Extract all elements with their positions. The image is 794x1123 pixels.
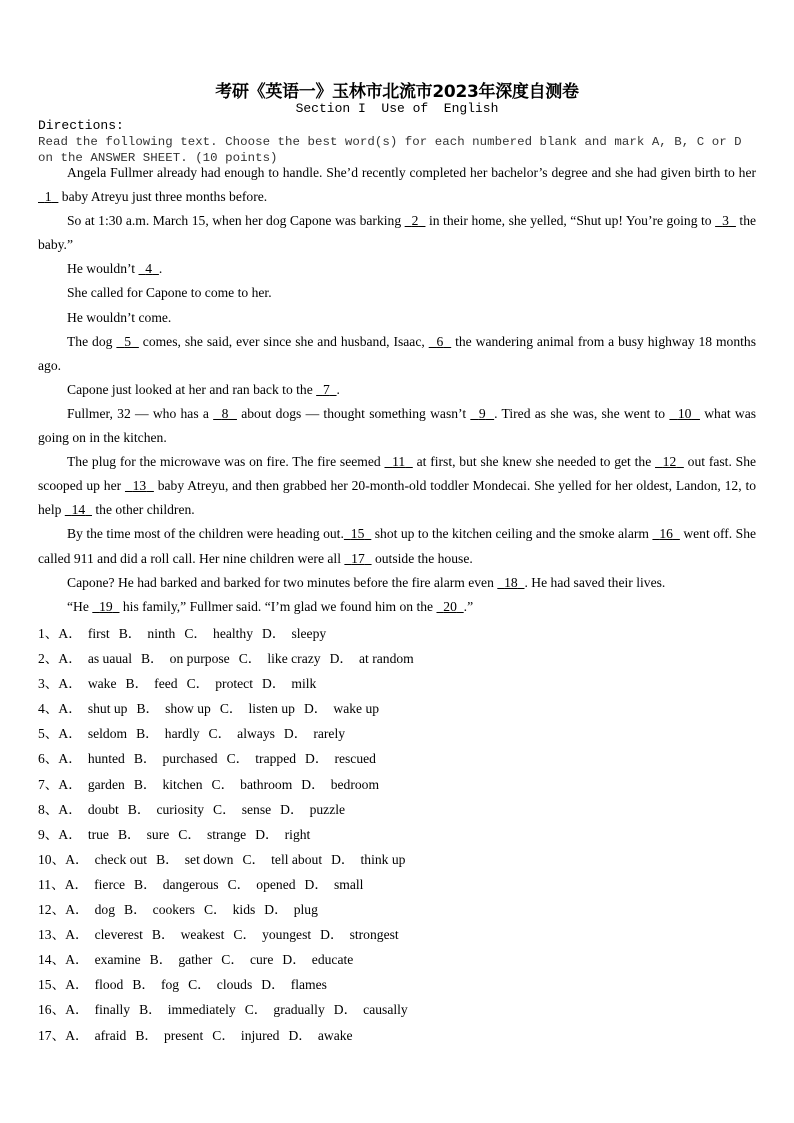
question-number: 6、 — [38, 751, 59, 767]
option-text: injured — [240, 1027, 280, 1043]
passage-paragraph — [38, 330, 756, 378]
blank-number: 3 — [722, 213, 729, 229]
passage-text: Capone? He had barked and barked for two minutes before the fire alarm even — [67, 574, 498, 590]
blank-19 — [92, 599, 119, 614]
option-text: flood — [94, 977, 124, 993]
option-letter: A． — [58, 801, 82, 817]
passage-text: . He had saved their lives. — [524, 574, 666, 590]
option-letter: C． — [226, 751, 250, 767]
blank-20 — [436, 599, 463, 614]
passage-text: the wandering animal from a busy highway 18 months ago. — [38, 333, 757, 373]
option-text: purchased — [162, 751, 218, 767]
option-text: set down — [184, 851, 234, 867]
option-text: puzzle — [309, 801, 346, 817]
option-text: hardly — [164, 726, 200, 742]
option-text: dangerous — [162, 876, 219, 892]
blank-16 — [652, 526, 679, 541]
option-letter: D． — [329, 651, 353, 667]
option-letter: D． — [305, 751, 329, 767]
option-letter: A． — [58, 726, 82, 742]
blank-number: 12 — [662, 454, 677, 470]
passage-paragraph — [38, 595, 756, 619]
passage-text: out fast. She scooped up her — [38, 454, 757, 494]
option-letter: C． — [244, 1002, 268, 1018]
option-letter: B． — [151, 927, 175, 943]
question-12 — [38, 897, 423, 922]
blank-5 — [116, 334, 138, 349]
option-text: shut up — [87, 701, 128, 717]
option-text: check out — [94, 851, 148, 867]
blank-number: 16 — [659, 526, 673, 542]
blank-number: 19 — [99, 598, 113, 614]
question-number: 10、 — [38, 851, 66, 867]
option-text: bathroom — [240, 776, 293, 792]
option-letter: C． — [213, 801, 236, 817]
option-letter: D． — [303, 701, 328, 717]
passage-text: “He — [67, 598, 93, 614]
option-text: educate — [311, 952, 354, 968]
option-text: sure — [146, 826, 170, 842]
option-letter: B． — [156, 851, 179, 867]
question-15 — [38, 972, 423, 997]
option-letter: C． — [238, 651, 262, 667]
passage-paragraph — [38, 378, 756, 402]
option-text: rarely — [313, 726, 346, 742]
option-letter: B． — [132, 977, 155, 993]
option-letter: C． — [221, 952, 244, 968]
option-letter: D． — [288, 1027, 312, 1043]
question-3 — [38, 671, 423, 696]
option-text: opened — [256, 876, 296, 892]
option-letter: C． — [178, 826, 201, 842]
option-text: bedroom — [330, 776, 380, 792]
question-13 — [38, 922, 423, 947]
passage-text: went off. She called 911 and did a roll call. Her nine children were all — [38, 526, 757, 566]
question-number: 2、 — [38, 651, 59, 667]
option-letter: A． — [58, 826, 82, 842]
option-letter: D． — [255, 826, 279, 842]
question-number: 9、 — [38, 826, 59, 842]
passage-text: The dog — [67, 333, 117, 349]
option-letter: B． — [133, 776, 157, 792]
directions — [38, 118, 758, 166]
option-letter: D． — [333, 1002, 358, 1018]
option-text: youngest — [262, 927, 312, 943]
option-text: present — [163, 1027, 204, 1043]
option-text: cookers — [152, 902, 195, 918]
question-number: 3、 — [38, 676, 59, 692]
question-number: 5、 — [38, 726, 59, 742]
passage-paragraph — [38, 281, 756, 305]
option-letter: B． — [124, 902, 147, 918]
passage-paragraph — [38, 522, 756, 570]
blank-13 — [125, 478, 154, 493]
option-letter: D． — [304, 876, 328, 892]
option-letter: D． — [331, 851, 355, 867]
option-letter: C． — [219, 701, 243, 717]
option-text: clouds — [216, 977, 253, 993]
blank-15 — [344, 526, 371, 541]
blank-number: 11 — [392, 454, 406, 470]
option-letter: D． — [320, 927, 344, 943]
passage-text: his family,” Fullmer said. “I’m glad we found him on the — [119, 598, 437, 614]
option-text: plug — [293, 902, 318, 918]
option-letter: C． — [184, 626, 208, 641]
option-letter: B． — [135, 1027, 158, 1043]
blank-number: 17 — [351, 550, 365, 566]
blank-9 — [470, 406, 494, 421]
passage-text: The plug for the microwave was on fire. The fire seemed — [67, 454, 385, 470]
option-letter: C． — [208, 726, 232, 742]
question-number: 13、 — [38, 927, 66, 943]
question-6 — [38, 746, 423, 771]
option-text: feed — [154, 676, 178, 692]
option-letter: B． — [149, 952, 173, 968]
option-text: dog — [94, 902, 115, 918]
option-letter: A． — [58, 676, 82, 692]
option-text: healthy — [213, 626, 254, 641]
option-letter: D． — [301, 776, 325, 792]
option-text: as uaual — [87, 651, 132, 667]
option-letter: B． — [117, 826, 141, 842]
passage-text: Capone just looked at her and ran back to the — [67, 381, 317, 397]
passage-paragraph — [38, 571, 756, 595]
blank-number: 9 — [478, 405, 486, 421]
option-letter: A． — [65, 1027, 89, 1043]
question-9 — [38, 822, 423, 847]
question-number: 11、 — [38, 876, 65, 892]
option-text: fog — [160, 977, 180, 993]
blank-18 — [497, 575, 524, 590]
passage-text: So at 1:30 a.m. March 15, when her dog Capone was barking — [67, 213, 405, 229]
blank-7 — [316, 382, 336, 397]
question-7 — [38, 772, 423, 797]
option-letter: D． — [262, 676, 286, 692]
option-text: right — [284, 826, 311, 842]
passage-text: baby Atreyu, and then grabbed her 20-month-old toddler Mondecai. She yelled for her oldest, Landon, 12, to help — [38, 478, 757, 518]
option-letter: A． — [65, 851, 89, 867]
blank-number: 18 — [504, 574, 518, 590]
option-letter: A． — [58, 701, 82, 717]
option-text: rescued — [334, 751, 376, 767]
blank-number: 4 — [145, 261, 153, 277]
blank-14 — [65, 502, 92, 517]
option-text: sleepy — [291, 626, 327, 641]
option-letter: A． — [65, 977, 89, 993]
option-text: wake — [87, 676, 117, 692]
option-letter: D． — [264, 902, 288, 918]
passage-text: . — [158, 261, 163, 277]
option-text: show up — [165, 701, 211, 717]
passage-text: about dogs — thought something wasn’t — [236, 405, 471, 421]
question-1 — [38, 621, 423, 646]
option-text: first — [87, 626, 110, 641]
passage-text: at first, but she knew she needed to get the — [412, 454, 656, 470]
option-text: on purpose — [169, 651, 230, 667]
blank-number: 14 — [71, 502, 86, 518]
option-letter: A． — [64, 876, 89, 892]
option-letter: A． — [58, 751, 82, 767]
option-letter: A． — [65, 952, 89, 968]
passage-text: in their home, she yelled, “Shut up! You’re going to — [425, 213, 716, 229]
passage-text: Angela Fullmer already had enough to handle. She’d recently completed her bachelor’s degree and she had given birth to her — [67, 165, 756, 180]
blank-17 — [344, 551, 371, 566]
option-text: at random — [359, 651, 414, 667]
option-letter: C． — [227, 876, 251, 892]
question-number: 4、 — [38, 701, 59, 717]
question-5 — [38, 721, 423, 746]
option-text: seldom — [87, 726, 128, 742]
question-17 — [38, 1023, 423, 1048]
option-letter: A． — [65, 927, 89, 943]
passage-text: He wouldn’t — [67, 261, 139, 277]
option-letter: D． — [282, 952, 306, 968]
option-letter: A． — [58, 626, 82, 641]
option-letter: A． — [58, 651, 82, 667]
option-text: true — [87, 826, 109, 842]
option-text: listen up — [248, 701, 295, 717]
option-text: gather — [178, 952, 213, 968]
section-heading: Section I Use of English — [295, 101, 499, 116]
blank-number: 20 — [443, 598, 457, 614]
option-text: strange — [206, 826, 247, 842]
option-letter: C． — [233, 927, 257, 943]
passage — [38, 161, 756, 619]
question-number: 12、 — [38, 902, 66, 918]
option-letter: B． — [140, 651, 164, 667]
passage-text: baby Atreyu just three months before. — [58, 189, 268, 205]
question-number: 17、 — [38, 1027, 66, 1043]
passage-text: what was going on in the kitchen. — [38, 405, 757, 446]
blank-11 — [384, 454, 412, 469]
option-text: trapped — [255, 751, 297, 767]
question-number: 7、 — [38, 776, 59, 792]
option-text: always — [237, 726, 275, 742]
option-text: cure — [249, 952, 274, 968]
blank-2 — [405, 213, 426, 228]
option-text: strongest — [349, 927, 399, 943]
option-text: weakest — [180, 927, 225, 943]
passage-paragraph — [38, 257, 756, 281]
page-title: 考研《英语一》玉林市北流市2023年深度自测卷 — [215, 82, 579, 102]
question-number: 1、 — [38, 626, 59, 641]
blank-number: 5 — [124, 333, 132, 349]
question-number: 14、 — [38, 952, 66, 968]
option-text: think up — [360, 851, 406, 867]
option-letter: B． — [136, 701, 160, 717]
passage-text: outside the house. — [371, 550, 473, 566]
option-text: afraid — [94, 1027, 127, 1043]
question-options — [38, 621, 423, 1048]
option-letter: C． — [186, 676, 210, 692]
passage-paragraph — [38, 450, 756, 522]
option-text: immediately — [167, 1002, 236, 1018]
option-letter: A． — [65, 902, 89, 918]
option-letter: B． — [125, 676, 149, 692]
directions-heading: Directions: — [38, 118, 124, 133]
option-letter: D． — [283, 726, 308, 742]
blank-3 — [715, 213, 736, 228]
option-letter: A． — [58, 776, 82, 792]
option-text: examine — [94, 952, 141, 968]
option-letter: C． — [211, 776, 235, 792]
passage-text: shot up to the kitchen ceiling and the smoke alarm — [371, 526, 653, 542]
option-letter: B． — [136, 726, 159, 742]
question-4 — [38, 696, 423, 721]
passage-text: . Tired as she was, she went to — [494, 405, 670, 421]
option-letter: A． — [65, 1002, 89, 1018]
question-number: 16、 — [38, 1002, 66, 1018]
option-text: finally — [94, 1002, 131, 1018]
option-letter: B． — [134, 876, 157, 892]
blank-4 — [139, 261, 159, 276]
option-letter: D． — [280, 801, 304, 817]
passage-text: the other children. — [92, 502, 195, 518]
passage-text: He wouldn’t come. — [67, 309, 172, 325]
blank-8 — [213, 406, 237, 421]
option-text: protect — [215, 676, 253, 692]
blank-number: 1 — [44, 189, 52, 205]
option-text: kitchen — [162, 776, 203, 792]
question-8 — [38, 797, 423, 822]
blank-number: 6 — [436, 333, 444, 349]
option-letter: D． — [261, 977, 285, 993]
option-text: doubt — [87, 801, 119, 817]
option-text: tell about — [271, 851, 323, 867]
blank-number: 7 — [322, 381, 330, 397]
question-number: 15、 — [38, 977, 66, 993]
passage-paragraph — [38, 209, 756, 257]
blank-number: 15 — [350, 526, 365, 542]
question-16 — [38, 997, 423, 1022]
option-letter: B． — [127, 801, 151, 817]
option-text: like crazy — [267, 651, 321, 667]
question-10 — [38, 847, 423, 872]
option-text: kids — [232, 902, 256, 918]
blank-10 — [669, 406, 700, 421]
option-letter: C． — [242, 851, 266, 867]
directions-text: Read the following text. Choose the best word(s) for each numbered blank and mark A, B, C or D on the ANSWER SHEET. (10 points) — [38, 135, 742, 165]
option-text: curiosity — [156, 801, 205, 817]
passage-text: She called for Capone to come to her. — [67, 285, 272, 301]
passage-text: By the time most of the children were heading out. — [67, 526, 344, 542]
option-letter: C． — [203, 902, 227, 918]
option-letter: B． — [139, 1002, 162, 1018]
passage-paragraph — [38, 161, 756, 209]
option-letter: C． — [188, 977, 211, 993]
blank-number: 2 — [411, 213, 419, 229]
passage-text: .” — [463, 598, 474, 614]
option-text: milk — [291, 676, 317, 692]
option-text: awake — [317, 1027, 353, 1043]
blank-1 — [38, 189, 58, 204]
passage-paragraph — [38, 306, 756, 330]
option-letter: C． — [212, 1027, 235, 1043]
passage-text: Fullmer, 32 — who has a — [67, 405, 214, 421]
option-letter: B． — [133, 751, 157, 767]
option-text: gradually — [273, 1002, 325, 1018]
passage-text: comes, she said, ever since she and husband, Isaac, — [138, 333, 429, 349]
option-text: flames — [290, 977, 327, 993]
option-text: wake up — [333, 701, 380, 717]
passage-text: . — [336, 381, 340, 397]
option-text: hunted — [87, 751, 125, 767]
question-2 — [38, 646, 423, 671]
question-14 — [38, 947, 423, 972]
option-letter: B． — [118, 626, 142, 641]
option-text: garden — [87, 776, 125, 792]
blank-number: 13 — [132, 478, 147, 494]
blank-12 — [655, 454, 684, 469]
question-number: 8、 — [38, 801, 59, 817]
blank-6 — [429, 334, 451, 349]
option-text: ninth — [147, 626, 176, 641]
passage-paragraph — [38, 402, 756, 450]
option-text: small — [333, 876, 364, 892]
blank-number: 8 — [221, 405, 229, 421]
question-11 — [38, 872, 423, 897]
passage-text: the baby.” — [38, 213, 757, 253]
option-letter: D． — [262, 626, 286, 641]
blank-number: 10 — [677, 405, 692, 421]
option-text: sense — [241, 801, 272, 817]
option-text: causally — [363, 1002, 408, 1018]
option-text: fierce — [94, 876, 126, 892]
option-text: cleverest — [94, 927, 143, 943]
